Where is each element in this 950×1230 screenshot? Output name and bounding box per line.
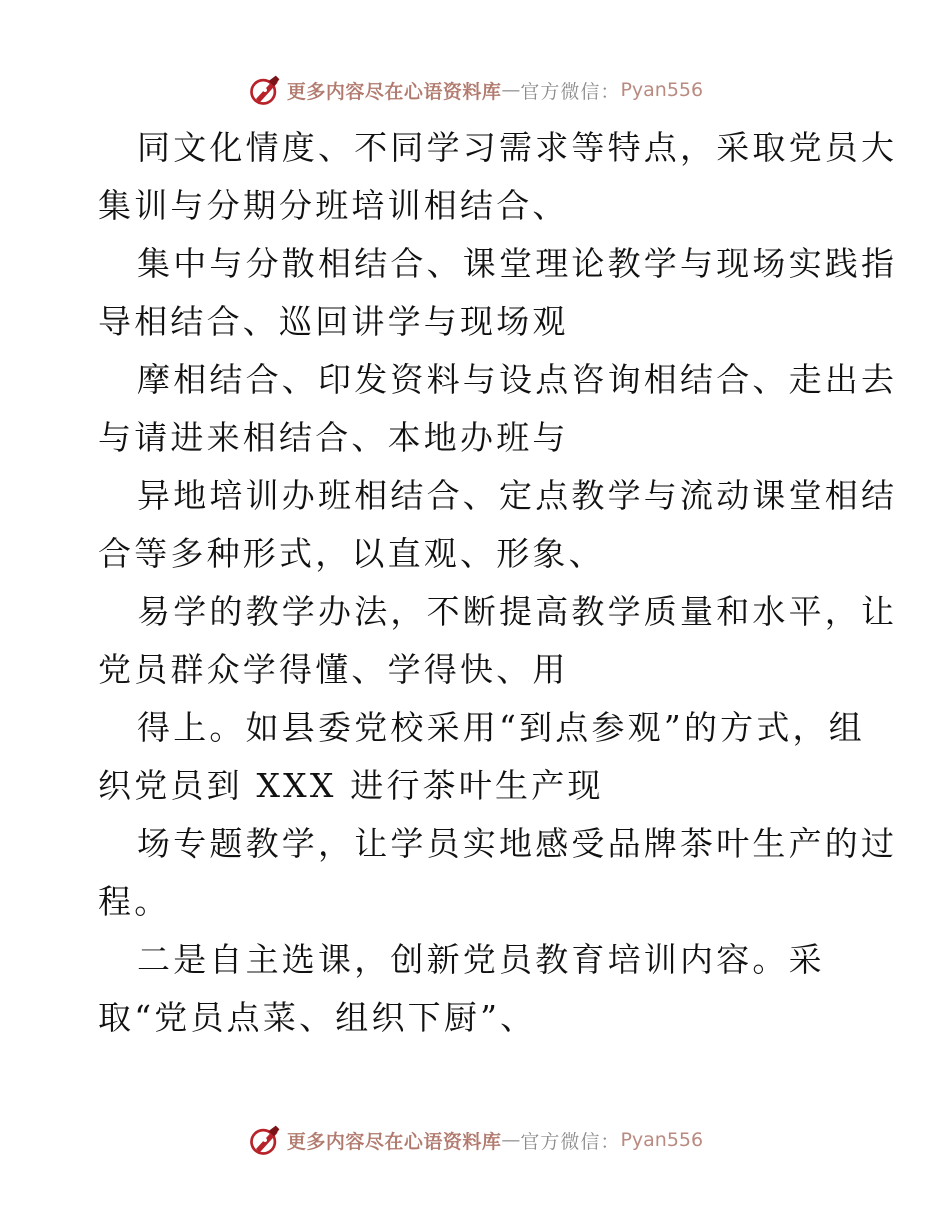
body-line: 与请进来相结合、本地办班与 xyxy=(98,418,569,457)
body-line: 织党员到 XXX 进行茶叶生产现 xyxy=(98,766,604,805)
body-line: 导相结合、巡回讲学与现场观 xyxy=(98,302,569,341)
body-line: 得上。如县委党校采用“到点参观”的方式，组 xyxy=(137,708,865,747)
header-dash: — xyxy=(501,79,521,101)
footer-wechat-id: Pyan556 xyxy=(620,1129,704,1151)
body-line: 摩相结合、印发资料与设点咨询相结合、走出去 xyxy=(137,360,898,399)
header-wechat-label: 官方微信： xyxy=(520,80,621,103)
body-line: 异地培训办班相结合、定点教学与流动课堂相结 xyxy=(137,476,898,515)
body-line: 合等多种形式，以直观、形象、 xyxy=(98,534,605,573)
body-line: 集中与分散相结合、课堂理论教学与现场实践指 xyxy=(137,244,898,283)
body-line: 二是自主选课，创新党员教育培训内容。采 xyxy=(137,940,825,979)
footer-site-text: 更多内容尽在心语资料库 xyxy=(286,1130,502,1153)
body-line: 同文化情度、不同学习需求等特点，采取党员大 xyxy=(137,128,898,167)
header-banner xyxy=(0,70,950,110)
body-line: 易学的教学办法，不断提高教学质量和水平，让 xyxy=(137,592,898,631)
body-line: 场专题教学，让学员实地感受品牌茶叶生产的过 xyxy=(137,824,898,863)
header-site-text: 更多内容尽在心语资料库 xyxy=(286,80,502,103)
pen-nib-logo-icon xyxy=(247,72,283,108)
pen-nib-logo-icon xyxy=(247,1122,283,1158)
footer-banner xyxy=(0,1120,950,1160)
body-line: 集训与分期分班培训相结合、 xyxy=(98,186,569,225)
body-line: 党员群众学得懂、学得快、用 xyxy=(98,650,569,689)
footer-wechat-label: 官方微信： xyxy=(520,1130,621,1153)
body-line: 程。 xyxy=(98,882,171,921)
header-wechat-id: Pyan556 xyxy=(620,79,704,101)
body-line: 取“党员点菜、组织下厨”、 xyxy=(98,998,537,1037)
footer-dash: — xyxy=(501,1129,521,1151)
